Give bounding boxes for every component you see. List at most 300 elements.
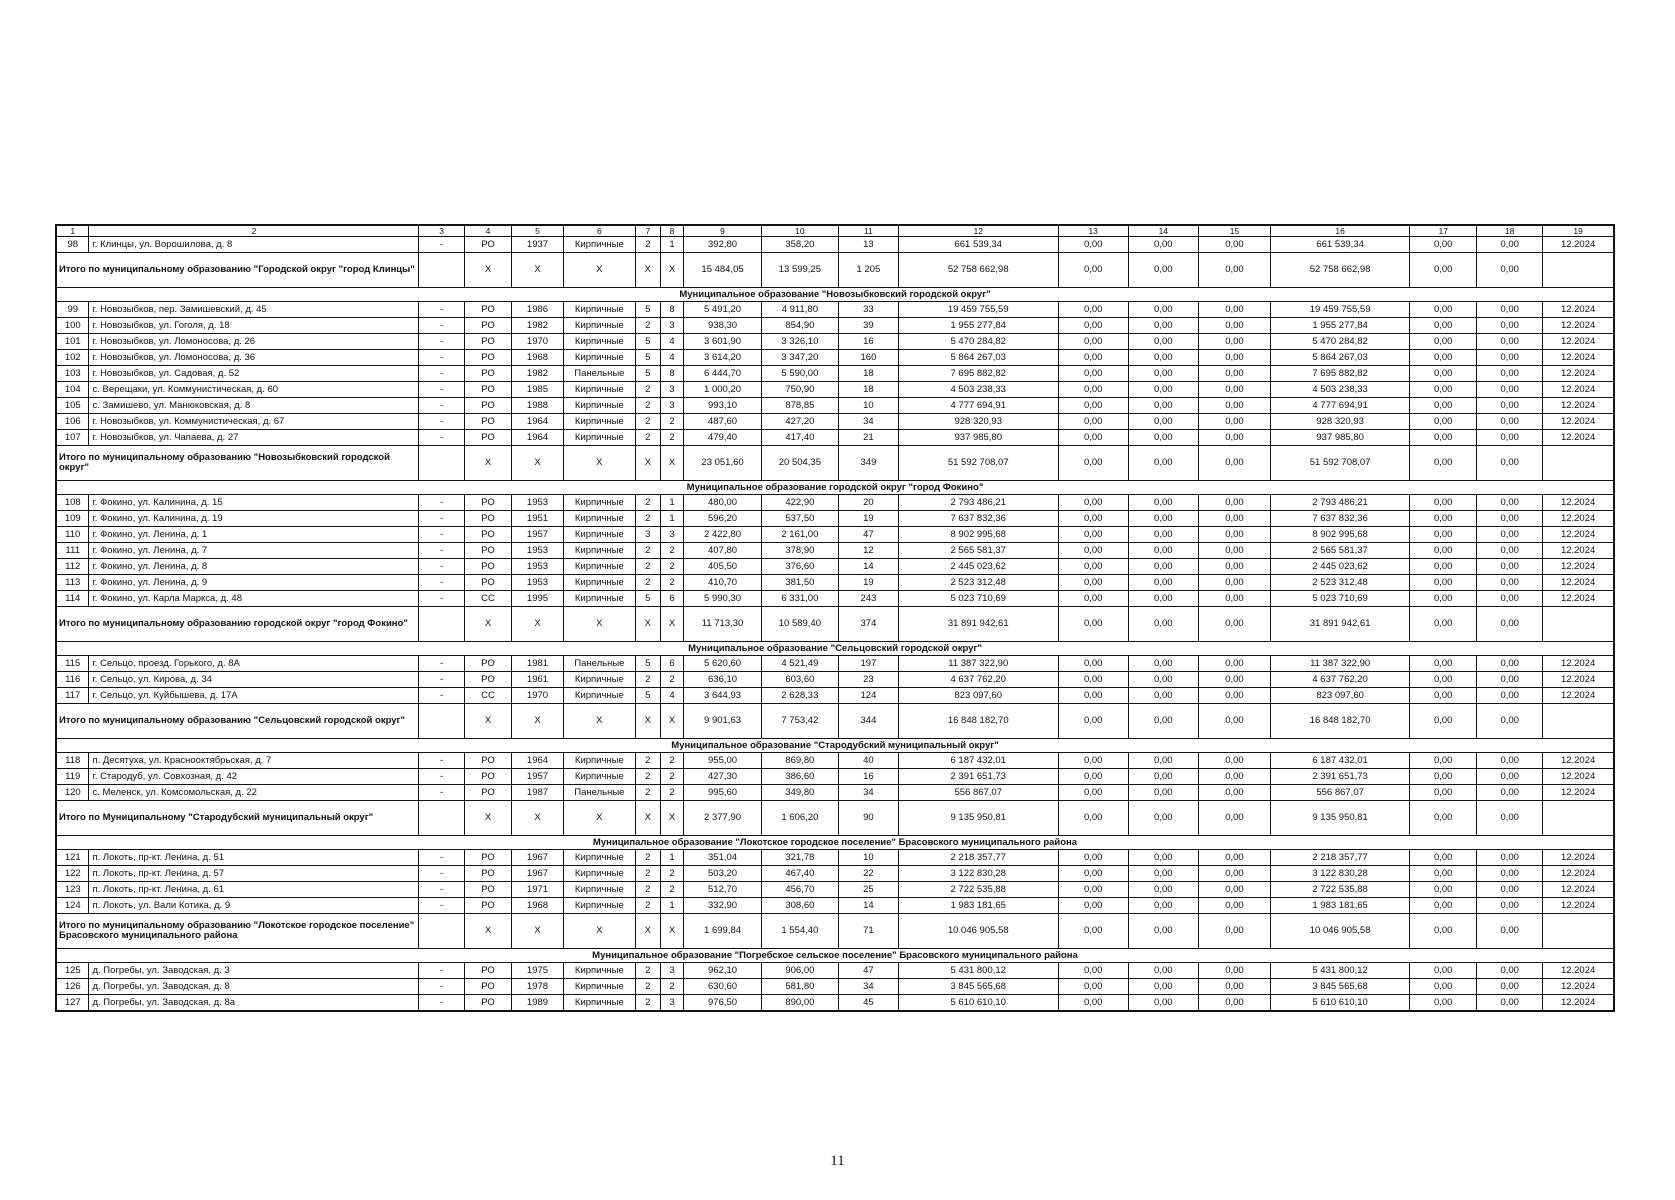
table-cell: 0,00 <box>1128 866 1198 882</box>
column-number: 6 <box>563 225 635 237</box>
subtotal-cell: 0,00 <box>1477 607 1543 642</box>
table-cell: 112 <box>56 559 89 575</box>
table-cell: 0,00 <box>1410 350 1477 366</box>
table-cell: 4 <box>660 688 684 704</box>
table-cell: 2 523 312,48 <box>1271 575 1410 591</box>
table-cell: - <box>419 398 464 414</box>
table-cell: 5 990,30 <box>684 591 761 607</box>
table-cell: 0,00 <box>1058 430 1128 446</box>
table-cell: 0,00 <box>1477 995 1543 1012</box>
table-cell: 0,00 <box>1477 785 1543 801</box>
table-cell: 12.2024 <box>1543 591 1614 607</box>
table-cell: 823 097,60 <box>1271 688 1410 704</box>
table-cell: 0,00 <box>1477 495 1543 511</box>
table-row <box>56 302 1614 318</box>
table-cell: 120 <box>56 785 89 801</box>
subtotal-cell: X <box>635 704 660 739</box>
table-cell: 40 <box>839 753 899 769</box>
table-cell: Кирпичные <box>563 866 635 882</box>
table-cell: 3 601,90 <box>684 334 761 350</box>
table-cell: 1971 <box>512 882 564 898</box>
address-cell: г. Сельцо, ул. Кирова, д. 34 <box>89 672 419 688</box>
table-cell: 0,00 <box>1058 963 1128 979</box>
table-row <box>56 656 1614 672</box>
table-cell: 12.2024 <box>1543 398 1614 414</box>
table-cell: 4 503 238,33 <box>898 382 1058 398</box>
address-cell: п. Локоть, пр-кт. Ленина, д. 57 <box>89 866 419 882</box>
table-cell: 995,60 <box>684 785 761 801</box>
table-cell: РО <box>464 963 511 979</box>
table-cell: 955,00 <box>684 753 761 769</box>
table-row <box>56 495 1614 511</box>
subtotal-cell <box>1543 607 1614 642</box>
table-cell: Кирпичные <box>563 350 635 366</box>
table-cell: 0,00 <box>1058 511 1128 527</box>
subtotal-cell: 0,00 <box>1477 704 1543 739</box>
subtotal-cell: X <box>660 253 684 288</box>
table-cell: 6 <box>660 656 684 672</box>
subtotal-cell: 0,00 <box>1128 607 1198 642</box>
table-cell: 2 422,80 <box>684 527 761 543</box>
subtotal-cell: X <box>464 607 511 642</box>
address-cell: г. Клинцы, ул. Ворошилова, д. 8 <box>89 237 419 253</box>
table-cell: 12.2024 <box>1543 785 1614 801</box>
table-cell: 1 <box>660 511 684 527</box>
table-cell: 5 470 284,82 <box>898 334 1058 350</box>
table-cell: 0,00 <box>1058 398 1128 414</box>
table-cell: 0,00 <box>1410 769 1477 785</box>
table-cell: - <box>419 511 464 527</box>
subtotal-cell: 90 <box>839 801 899 836</box>
table-cell: 0,00 <box>1198 575 1270 591</box>
table-cell: 12.2024 <box>1543 318 1614 334</box>
subtotal-label: Итого по муниципальному образованию "Новозыбковский городской округ" <box>56 446 419 481</box>
table-cell: 0,00 <box>1198 688 1270 704</box>
housing-register-table <box>55 224 1615 1012</box>
table-cell: Кирпичные <box>563 963 635 979</box>
table-cell: 0,00 <box>1477 366 1543 382</box>
table-cell: 0,00 <box>1128 543 1198 559</box>
table-cell: 12.2024 <box>1543 382 1614 398</box>
table-cell: РО <box>464 414 511 430</box>
subtotal-row <box>56 704 1614 739</box>
table-cell: 0,00 <box>1410 543 1477 559</box>
subtotal-cell: 1 606,20 <box>761 801 838 836</box>
table-cell: 0,00 <box>1410 414 1477 430</box>
table-cell: - <box>419 414 464 430</box>
subtotal-cell: X <box>563 704 635 739</box>
table-cell: 0,00 <box>1058 979 1128 995</box>
table-cell: РО <box>464 898 511 914</box>
table-cell: 102 <box>56 350 89 366</box>
table-cell: РО <box>464 382 511 398</box>
table-cell: 111 <box>56 543 89 559</box>
table-cell: Кирпичные <box>563 382 635 398</box>
table-cell: 890,00 <box>761 995 838 1012</box>
address-cell: д. Погребы, ул. Заводская, д. 3 <box>89 963 419 979</box>
table-cell: 0,00 <box>1410 398 1477 414</box>
table-cell: 0,00 <box>1058 769 1128 785</box>
table-cell: Кирпичные <box>563 753 635 769</box>
table-cell: 0,00 <box>1128 398 1198 414</box>
table-cell: 12.2024 <box>1543 350 1614 366</box>
table-cell: - <box>419 382 464 398</box>
table-cell: 19 <box>839 511 899 527</box>
table-cell: 2 <box>635 963 660 979</box>
table-cell: 1989 <box>512 995 564 1012</box>
table-cell: 0,00 <box>1128 559 1198 575</box>
table-cell: 2 218 357,77 <box>1271 850 1410 866</box>
table-cell: 2 218 357,77 <box>898 850 1058 866</box>
table-cell: 378,90 <box>761 543 838 559</box>
table-cell: 0,00 <box>1198 882 1270 898</box>
table-cell: РО <box>464 366 511 382</box>
table-cell: 503,20 <box>684 866 761 882</box>
table-cell: 0,00 <box>1410 963 1477 979</box>
table-cell: 12.2024 <box>1543 656 1614 672</box>
subtotal-cell: 9 135 950,81 <box>898 801 1058 836</box>
table-cell: 0,00 <box>1058 414 1128 430</box>
table-cell: 47 <box>839 527 899 543</box>
address-cell: г. Новозыбков, ул. Гоголя, д. 18 <box>89 318 419 334</box>
table-cell: Кирпичные <box>563 672 635 688</box>
table-cell: 1 955 277,84 <box>898 318 1058 334</box>
table-cell: 0,00 <box>1477 511 1543 527</box>
table-cell: 2 <box>660 414 684 430</box>
table-cell: 124 <box>839 688 899 704</box>
subtotal-cell: 9 901,63 <box>684 704 761 739</box>
table-cell: 5 023 710,69 <box>898 591 1058 607</box>
subtotal-row <box>56 607 1614 642</box>
table-cell: 3 347,20 <box>761 350 838 366</box>
subtotal-row <box>56 914 1614 949</box>
table-cell: 7 637 832,36 <box>1271 511 1410 527</box>
table-cell: 2 <box>660 430 684 446</box>
table-row <box>56 366 1614 382</box>
table-cell: 2 565 581,37 <box>898 543 1058 559</box>
table-cell: Кирпичные <box>563 575 635 591</box>
table-cell: 0,00 <box>1410 850 1477 866</box>
table-cell: 2 391 651,73 <box>1271 769 1410 785</box>
subtotal-cell: 0,00 <box>1128 801 1198 836</box>
subtotal-cell: 0,00 <box>1198 253 1270 288</box>
table-cell: 750,90 <box>761 382 838 398</box>
table-cell: - <box>419 882 464 898</box>
table-cell: 0,00 <box>1058 334 1128 350</box>
table-cell: 0,00 <box>1410 527 1477 543</box>
table-cell: - <box>419 575 464 591</box>
table-cell: 160 <box>839 350 899 366</box>
table-cell: 0,00 <box>1477 237 1543 253</box>
table-cell: 386,60 <box>761 769 838 785</box>
table-cell: 2 <box>635 672 660 688</box>
table-cell: РО <box>464 495 511 511</box>
table-cell: 938,30 <box>684 318 761 334</box>
table-cell: 0,00 <box>1058 543 1128 559</box>
table-cell: 0,00 <box>1477 430 1543 446</box>
subtotal-cell: 349 <box>839 446 899 481</box>
table-cell: 2 <box>635 414 660 430</box>
table-cell: 1995 <box>512 591 564 607</box>
table-cell: 0,00 <box>1198 366 1270 382</box>
table-cell: 3 <box>635 527 660 543</box>
table-cell: 12.2024 <box>1543 559 1614 575</box>
table-cell: Кирпичные <box>563 398 635 414</box>
table-cell: 0,00 <box>1477 882 1543 898</box>
table-cell: 0,00 <box>1477 414 1543 430</box>
table-cell: 12.2024 <box>1543 237 1614 253</box>
table-cell: Кирпичные <box>563 850 635 866</box>
table-cell: 5 <box>635 656 660 672</box>
table-cell: 118 <box>56 753 89 769</box>
subtotal-cell: 16 848 182,70 <box>1271 704 1410 739</box>
section-title: Муниципальное образование "Новозыбковский городской округ" <box>56 288 1614 302</box>
table-cell: 556 867,07 <box>1271 785 1410 801</box>
table-cell: 937 985,80 <box>1271 430 1410 446</box>
table-cell: 0,00 <box>1198 334 1270 350</box>
table-cell: 10 <box>839 850 899 866</box>
table-cell: 1961 <box>512 672 564 688</box>
subtotal-cell: 52 758 662,98 <box>1271 253 1410 288</box>
table-cell: 1 955 277,84 <box>1271 318 1410 334</box>
table-cell: 0,00 <box>1128 495 1198 511</box>
table-cell: 976,50 <box>684 995 761 1012</box>
table-cell: 12.2024 <box>1543 753 1614 769</box>
table-cell: РО <box>464 302 511 318</box>
table-cell: 12 <box>839 543 899 559</box>
table-cell: - <box>419 543 464 559</box>
table-cell: 1 000,20 <box>684 382 761 398</box>
table-cell: 3 644,93 <box>684 688 761 704</box>
table-cell: 34 <box>839 979 899 995</box>
table-cell: 0,00 <box>1410 785 1477 801</box>
subtotal-cell: 0,00 <box>1198 914 1270 949</box>
subtotal-cell: X <box>512 253 564 288</box>
table-cell: 2 <box>635 382 660 398</box>
table-cell: 0,00 <box>1128 334 1198 350</box>
table-cell: 0,00 <box>1410 591 1477 607</box>
column-number: 9 <box>684 225 761 237</box>
subtotal-cell: 0,00 <box>1058 914 1128 949</box>
column-number: 7 <box>635 225 660 237</box>
section-header-row <box>56 288 1614 302</box>
table-cell: 8 <box>660 366 684 382</box>
column-number: 18 <box>1477 225 1543 237</box>
section-header-row <box>56 481 1614 495</box>
subtotal-cell: 13 599,25 <box>761 253 838 288</box>
table-cell: СС <box>464 688 511 704</box>
table-cell: Панельные <box>563 656 635 672</box>
table-cell: 1968 <box>512 350 564 366</box>
table-cell: 8 902 995,68 <box>898 527 1058 543</box>
table-cell: 23 <box>839 672 899 688</box>
table-cell: 12.2024 <box>1543 302 1614 318</box>
subtotal-cell: X <box>512 801 564 836</box>
table-cell: 0,00 <box>1198 414 1270 430</box>
section-title: Муниципальное образование "Погребское сельское поселение" Брасовского муниципального района <box>56 949 1614 963</box>
table-row <box>56 414 1614 430</box>
table-cell: РО <box>464 575 511 591</box>
table-cell: 308,60 <box>761 898 838 914</box>
table-cell: 1957 <box>512 527 564 543</box>
subtotal-cell: X <box>464 801 511 836</box>
table-cell: 0,00 <box>1410 495 1477 511</box>
table-cell: 117 <box>56 688 89 704</box>
table-cell: 2 <box>660 979 684 995</box>
table-cell: 0,00 <box>1198 995 1270 1012</box>
table-row <box>56 866 1614 882</box>
table-cell: - <box>419 656 464 672</box>
table-cell: 0,00 <box>1477 543 1543 559</box>
table-cell: 0,00 <box>1198 591 1270 607</box>
table-cell: 2 <box>635 318 660 334</box>
table-cell: 105 <box>56 398 89 414</box>
subtotal-cell: 0,00 <box>1410 801 1477 836</box>
address-cell: г. Фокино, ул. Ленина, д. 8 <box>89 559 419 575</box>
table-cell: РО <box>464 318 511 334</box>
table-cell: 0,00 <box>1198 382 1270 398</box>
table-cell: 2 <box>660 785 684 801</box>
table-cell: 0,00 <box>1128 753 1198 769</box>
table-cell: 5 610 610,10 <box>1271 995 1410 1012</box>
address-cell: д. Погребы, ул. Заводская, д. 8а <box>89 995 419 1012</box>
table-cell: 1964 <box>512 414 564 430</box>
table-cell: 2 <box>635 430 660 446</box>
table-cell: 1 983 181,65 <box>1271 898 1410 914</box>
table-cell: 349,80 <box>761 785 838 801</box>
subtotal-cell <box>1543 704 1614 739</box>
table-cell: - <box>419 866 464 882</box>
table-cell: РО <box>464 430 511 446</box>
table-cell: 0,00 <box>1198 769 1270 785</box>
table-cell: 0,00 <box>1477 963 1543 979</box>
address-cell: г. Фокино, ул. Ленина, д. 9 <box>89 575 419 591</box>
section-header-row <box>56 836 1614 850</box>
subtotal-cell <box>419 253 464 288</box>
subtotal-cell <box>419 801 464 836</box>
table-cell: 0,00 <box>1128 382 1198 398</box>
table-cell: 4 <box>660 350 684 366</box>
subtotal-cell: 0,00 <box>1128 914 1198 949</box>
table-cell: 0,00 <box>1410 430 1477 446</box>
table-row <box>56 382 1614 398</box>
table-cell: 4 503 238,33 <box>1271 382 1410 398</box>
subtotal-cell: X <box>660 704 684 739</box>
table-cell: Кирпичные <box>563 591 635 607</box>
table-cell: Панельные <box>563 785 635 801</box>
table-cell: 0,00 <box>1128 511 1198 527</box>
table-cell: 108 <box>56 495 89 511</box>
subtotal-cell: 16 848 182,70 <box>898 704 1058 739</box>
address-cell: п. Локоть, пр-кт. Ленина, д. 61 <box>89 882 419 898</box>
table-cell: 6 187 432,01 <box>1271 753 1410 769</box>
subtotal-row <box>56 801 1614 836</box>
table-cell: 0,00 <box>1128 688 1198 704</box>
table-cell: 0,00 <box>1198 543 1270 559</box>
table-cell: 2 445 023,62 <box>1271 559 1410 575</box>
table-cell: 2 <box>635 866 660 882</box>
table-cell: 104 <box>56 382 89 398</box>
table-cell: 7 695 882,82 <box>1271 366 1410 382</box>
subtotal-cell: X <box>563 446 635 481</box>
table-cell: 122 <box>56 866 89 882</box>
table-cell: 1951 <box>512 511 564 527</box>
table-cell: 2 <box>635 495 660 511</box>
table-cell: 0,00 <box>1198 511 1270 527</box>
subtotal-cell: 0,00 <box>1128 446 1198 481</box>
table-cell: 0,00 <box>1058 575 1128 591</box>
register-sheet <box>55 224 1615 1012</box>
table-cell: 358,20 <box>761 237 838 253</box>
table-cell: 2 <box>635 995 660 1012</box>
table-cell: РО <box>464 979 511 995</box>
address-cell: п. Десятуха, ул. Краснооктябрьская, д. 7 <box>89 753 419 769</box>
subtotal-cell <box>1543 446 1614 481</box>
table-row <box>56 237 1614 253</box>
table-cell: 2 391 651,73 <box>898 769 1058 785</box>
table-row <box>56 963 1614 979</box>
table-row <box>56 350 1614 366</box>
table-cell: 630,60 <box>684 979 761 995</box>
table-cell: - <box>419 334 464 350</box>
table-cell: РО <box>464 398 511 414</box>
table-cell: 1 983 181,65 <box>898 898 1058 914</box>
subtotal-cell: 10 046 905,58 <box>1271 914 1410 949</box>
subtotal-cell: 71 <box>839 914 899 949</box>
table-cell: 2 722 535,88 <box>1271 882 1410 898</box>
table-cell: 2 523 312,48 <box>898 575 1058 591</box>
table-cell: 0,00 <box>1058 366 1128 382</box>
table-cell: 351,04 <box>684 850 761 866</box>
column-number: 12 <box>898 225 1058 237</box>
table-row <box>56 785 1614 801</box>
column-number: 19 <box>1543 225 1614 237</box>
table-cell: 123 <box>56 882 89 898</box>
table-cell: 0,00 <box>1477 559 1543 575</box>
table-cell: 2 <box>635 753 660 769</box>
table-cell: 381,50 <box>761 575 838 591</box>
column-number: 10 <box>761 225 838 237</box>
table-row <box>56 753 1614 769</box>
table-cell: 2 <box>660 543 684 559</box>
table-cell: - <box>419 527 464 543</box>
table-cell: Кирпичные <box>563 898 635 914</box>
table-cell: 0,00 <box>1128 672 1198 688</box>
table-cell: 12.2024 <box>1543 527 1614 543</box>
table-cell: - <box>419 350 464 366</box>
table-cell: 5 <box>635 350 660 366</box>
table-row <box>56 979 1614 995</box>
table-cell: 0,00 <box>1198 963 1270 979</box>
subtotal-cell: 0,00 <box>1410 914 1477 949</box>
subtotal-cell: 2 377,90 <box>684 801 761 836</box>
subtotal-cell: 0,00 <box>1477 253 1543 288</box>
table-row <box>56 511 1614 527</box>
table-cell: 3 <box>660 398 684 414</box>
table-cell: Кирпичные <box>563 559 635 575</box>
subtotal-cell: X <box>512 704 564 739</box>
table-cell: 0,00 <box>1058 672 1128 688</box>
table-cell: 5 <box>635 688 660 704</box>
table-cell: 1978 <box>512 979 564 995</box>
table-cell: 467,40 <box>761 866 838 882</box>
subtotal-cell: X <box>464 446 511 481</box>
table-cell: Кирпичные <box>563 430 635 446</box>
subtotal-cell: 0,00 <box>1128 704 1198 739</box>
subtotal-label: Итого по муниципальному образованию "Локотское городское поселение" Брасовского муниципального района <box>56 914 419 949</box>
table-cell: 6 444,70 <box>684 366 761 382</box>
table-cell: 854,90 <box>761 318 838 334</box>
